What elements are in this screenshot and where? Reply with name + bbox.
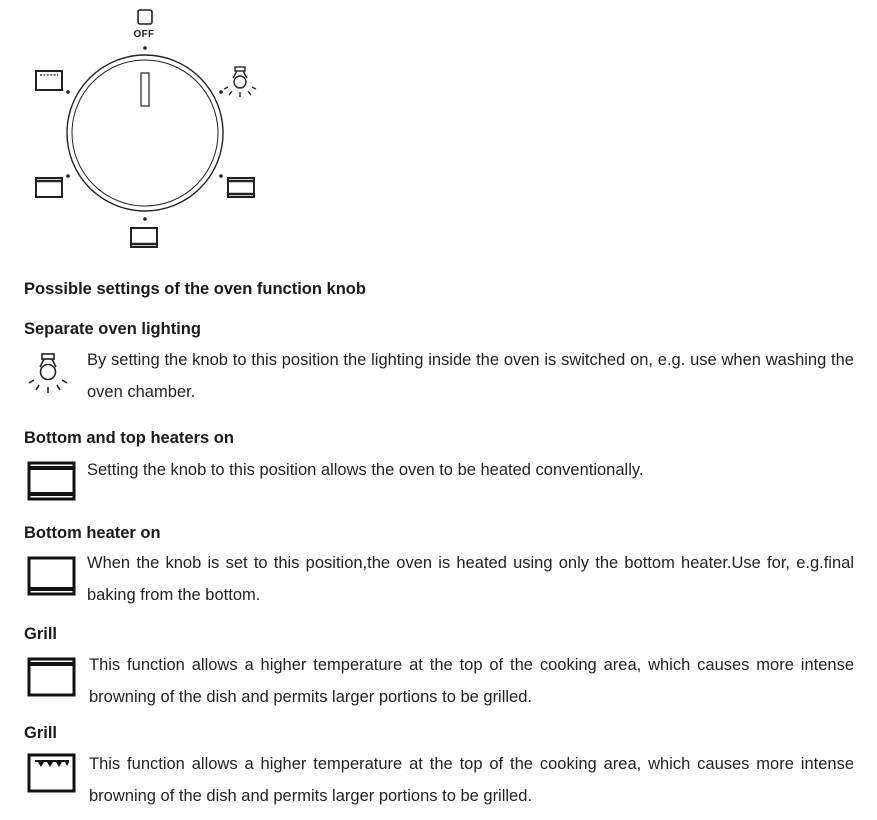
section-heading-lighting: Separate oven lighting [24,320,201,338]
top-bottom-heater-position-icon [228,178,254,197]
top-bottom-heater-icon [27,461,77,503]
section-text-lighting: By setting the knob to this position the lighting inside the oven is switched on, e.g. use when washing the oven chamber. [87,351,854,401]
oven-function-knob-diagram [0,0,300,260]
top-heater-position-dot [66,174,70,178]
section-heading-grill-2: Grill [24,724,58,742]
section-heading-top-bottom: Bottom and top heaters on [24,429,234,447]
grill-position-icon [36,71,62,90]
section-text-grill-2: This function allows a higher temperature at the top of the cooking area, which causes more intense browning of the dish and permits larger portions to be grilled. [89,755,854,805]
section-heading-bottom: Bottom heater on [24,524,161,542]
grill-position-dot [66,90,70,94]
bottom-heater-icon [27,556,77,598]
grill-icon [27,753,77,795]
lamp-position-icon [224,67,256,97]
top-bottom-heater-position-dot [219,174,223,178]
section-text-bottom: When the knob is set to this position,the oven is heated using only the bottom heater.Use for, e.g.final baking from the bottom. [87,554,854,604]
section-text-grill-1: This function allows a higher temperature at the top of the cooking area, which causes more intense browning of the dish and permits larger portions to be grilled. [89,656,854,706]
top-heater-icon [27,657,77,699]
off-position-dot [143,46,147,50]
section-heading-grill-1: Grill [24,625,58,643]
lamp-icon [26,352,72,394]
off-label: OFF [133,29,155,40]
page-title: Possible settings of the oven function knob [24,280,366,298]
section-text-top-bottom: Setting the knob to this position allows the oven to be heated conventionally. [87,461,644,479]
lamp-position-dot [219,90,223,94]
off-position-icon [138,10,152,24]
top-heater-position-icon [36,178,62,197]
bottom-heater-position-dot [143,217,147,221]
knob-pointer [141,73,149,106]
bottom-heater-position-icon [131,228,157,247]
